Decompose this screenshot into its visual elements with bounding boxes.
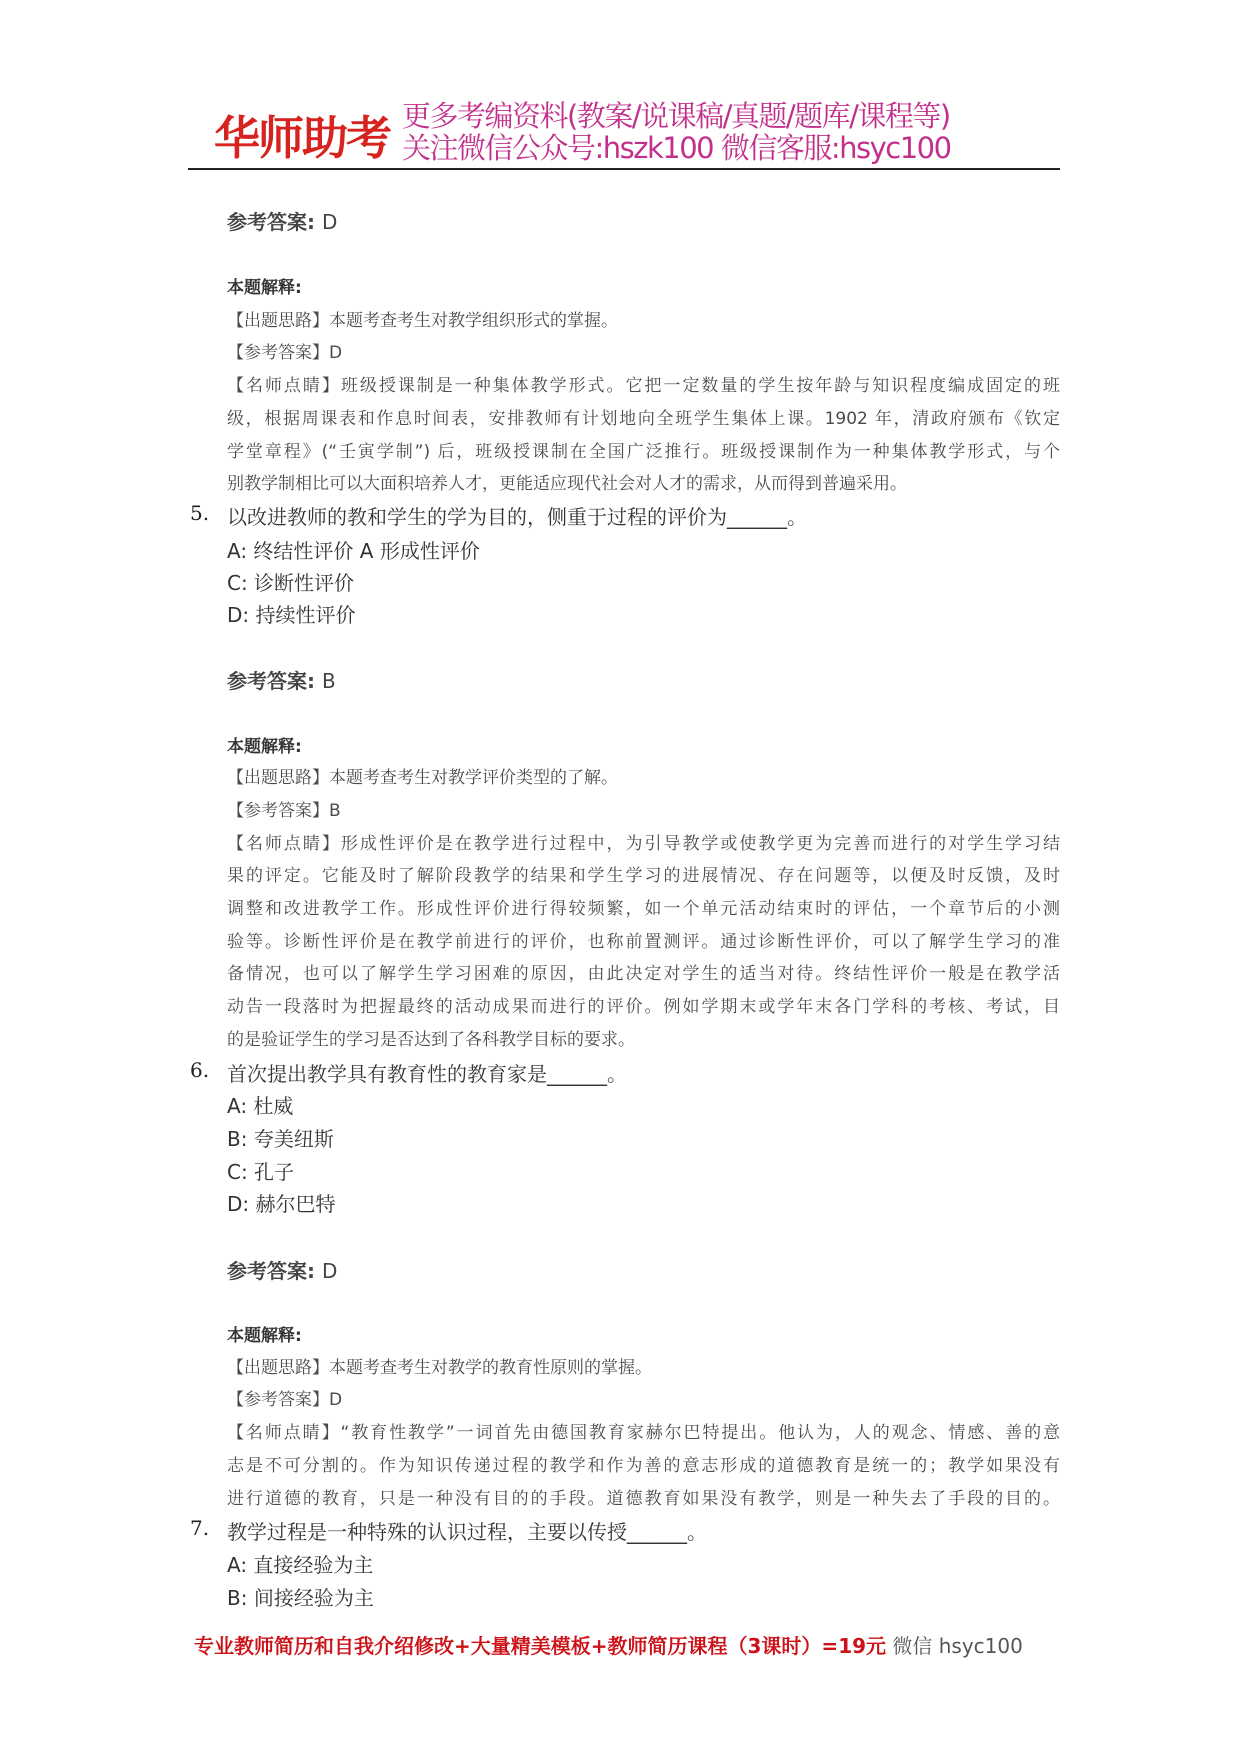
- explanation-line: 【名师点睛】班级授课制是一种集体教学形式。它把一定数量的学生按年龄与知识程度编成固定的班: [227, 376, 1060, 396]
- option: B: 夸美纽斯: [227, 1127, 334, 1151]
- explanation-line: 动告一段落时为把握最终的活动成果而进行的评价。例如学期末或学年末各门学科的考核、考试，目: [227, 997, 1060, 1017]
- reference-answer: [227, 206, 337, 235]
- explanation-line: 【出题思路】本题考查考生对教学组织形式的掌握。: [227, 311, 618, 331]
- explanation-line: 【名师点睛】形成性评价是在教学进行过程中，为引导教学或使教学更为完善而进行的对学生学习结: [227, 834, 1060, 854]
- explanation-line: 调整和改进教学工作。形成性评价进行得较频繁，如一个单元活动结束时的评估，一个章节后的小测: [227, 899, 1060, 919]
- answer-label: 参考答案:: [227, 669, 315, 693]
- explanation-line: 的是验证学生的学习是否达到了各科教学目标的要求。: [227, 1030, 635, 1050]
- option: D: 赫尔巴特: [227, 1192, 336, 1216]
- explanation-line: 别教学制相比可以大面积培养人才，更能适应现代社会对人才的需求，从而得到普遍采用。: [227, 474, 907, 494]
- brand-logo: 华师助考: [214, 111, 390, 165]
- question-text: 以改进教师的教和学生的学为目的，侧重于过程的评价为______。: [227, 505, 807, 529]
- explanation-heading: 本题解释:: [227, 737, 302, 757]
- explanation-line: 进行道德的教育，只是一种没有目的的手段。道德教育如果没有教学，则是一种失去了手段的目的。: [227, 1489, 1060, 1509]
- option: A: 杜威: [227, 1094, 294, 1118]
- explanation-line: 验等。诊断性评价是在教学前进行的评价，也称前置测评。通过诊断性评价，可以了解学生学习的准: [227, 932, 1060, 952]
- header-divider: [188, 168, 1060, 170]
- question-text: 首次提出教学具有教育性的教育家是______。: [227, 1062, 627, 1086]
- explanation-line: 【参考答案】D: [227, 1390, 343, 1410]
- answer-value: D: [321, 1259, 338, 1283]
- explanation-line: 【参考答案】D: [227, 343, 343, 363]
- explanation-line: 【参考答案】B: [227, 801, 341, 821]
- option: C: 诊断性评价: [227, 571, 355, 595]
- option: D: 持续性评价: [227, 603, 356, 627]
- option: A: 终结性评价 A 形成性评价: [227, 539, 480, 563]
- promo-text: 专业教师简历和自我介绍修改+大量精美模板+教师简历课程（3课时）=19元: [194, 1634, 887, 1658]
- contact-text: 微信 hsyc100: [886, 1634, 1023, 1658]
- explanation-line: 【名师点睛】“教育性教学”一词首先由德国教育家赫尔巴特提出。他认为，人的观念、情感、善的意: [227, 1423, 1060, 1443]
- question-number: 6.: [190, 1058, 210, 1082]
- explanation-heading: 本题解释:: [227, 1326, 302, 1346]
- answer-value: D: [321, 210, 338, 234]
- explanation-line: 备情况，也可以了解学生学习困难的原因，由此决定对学生的适当对待。终结性评价一般是在教学活: [227, 964, 1060, 984]
- answer-label: 参考答案:: [227, 1259, 315, 1283]
- explanation-line: 【出题思路】本题考查考生对教学的教育性原则的掌握。: [227, 1358, 652, 1378]
- option: A: 直接经验为主: [227, 1553, 374, 1577]
- header-slogan-line2: 关注微信公众号:hszk100 微信客服:hsyc100: [402, 131, 951, 165]
- answer-value: B: [321, 669, 336, 693]
- reference-answer: [227, 665, 336, 694]
- explanation-line: 【出题思路】本题考查考生对教学评价类型的了解。: [227, 768, 618, 788]
- option: C: 孔子: [227, 1160, 295, 1184]
- explanation-line: 级，根据周课表和作息时间表，安排教师有计划地向全班学生集体上课。1902 年，清政府颁布《钦定: [227, 409, 1060, 429]
- question-number: 7.: [190, 1516, 210, 1540]
- explanation-line: 学堂章程》(“壬寅学制”) 后，班级授课制在全国广泛推行。班级授课制作为一种集体教学形式，与个: [227, 442, 1060, 462]
- footer-promo: [194, 1630, 1023, 1659]
- explanation-heading: 本题解释:: [227, 278, 302, 298]
- question-text: 教学过程是一种特殊的认识过程，主要以传授______。: [227, 1520, 707, 1544]
- explanation-line: 果的评定。它能及时了解阶段教学的结果和学生学习的进展情况、存在问题等，以便及时反馈，及时: [227, 866, 1060, 886]
- header-slogan-line1: 更多考编资料(教案/说课稿/真题/题库/课程等): [402, 99, 950, 133]
- option: B: 间接经验为主: [227, 1586, 374, 1610]
- answer-label: 参考答案:: [227, 210, 315, 234]
- question-number: 5.: [190, 501, 210, 525]
- reference-answer: [227, 1255, 337, 1284]
- explanation-line: 志是不可分割的。作为知识传递过程的教学和作为善的意志形成的道德教育是统一的；教学如果没有: [227, 1456, 1060, 1476]
